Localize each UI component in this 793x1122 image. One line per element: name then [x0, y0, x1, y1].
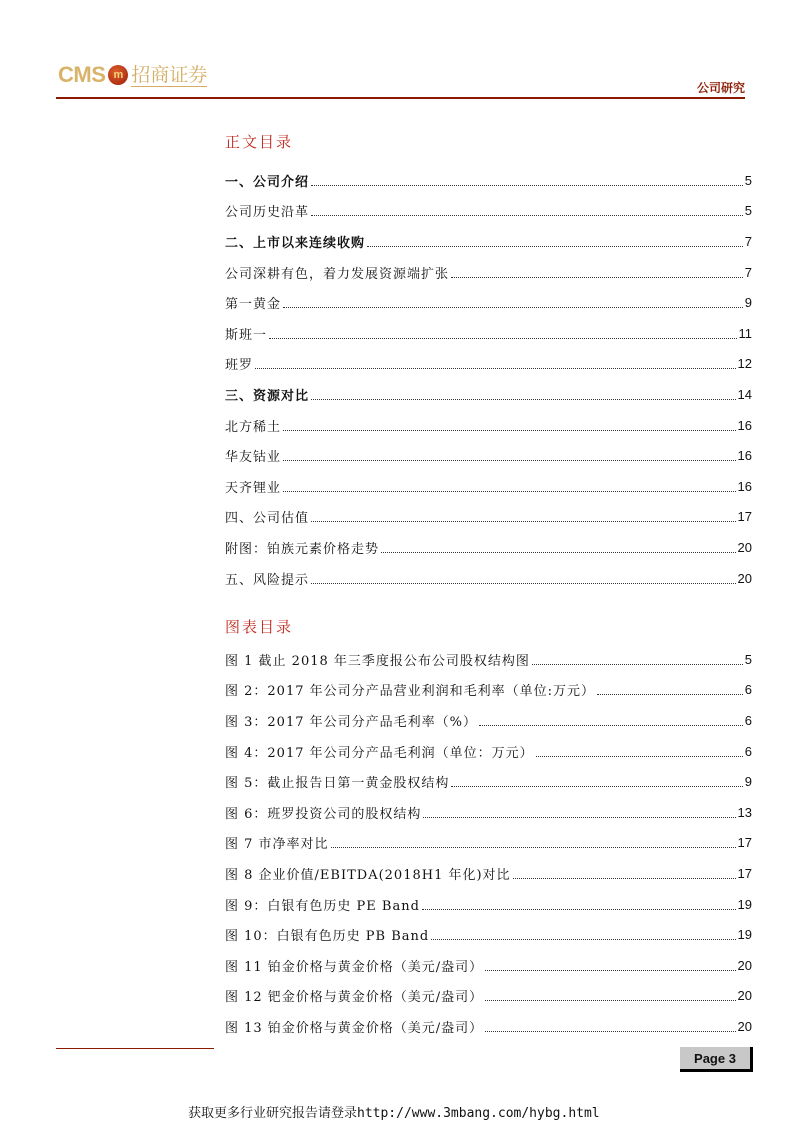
- toc-entry[interactable]: [225, 502, 752, 533]
- entry-label: 三、资源对比: [225, 388, 310, 404]
- entry-page: 16: [737, 417, 752, 433]
- entry-label: 图 13 铂金价格与黄金价格（美元/盎司）: [225, 1020, 484, 1036]
- figure-entry[interactable]: [225, 858, 752, 889]
- entry-page: 7: [744, 264, 752, 280]
- entry-page: 12: [737, 356, 752, 372]
- toc-entry[interactable]: [225, 257, 752, 288]
- entry-label: 图 5：截止报告日第一黄金股权结构: [225, 776, 450, 792]
- entry-page: 5: [744, 651, 752, 667]
- logo-cn: 招商证券: [131, 63, 208, 86]
- logo-text: CMS: [58, 62, 106, 87]
- entry-label: 图 12 钯金价格与黄金价格（美元/盎司）: [225, 990, 484, 1006]
- toc-entry[interactable]: [225, 379, 752, 410]
- entry-label: 图 7 市净率对比: [225, 837, 329, 853]
- entry-page: 11: [738, 325, 752, 341]
- entry-label: 公司历史沿革: [225, 205, 310, 221]
- dot-leader: [451, 277, 743, 278]
- figure-entry[interactable]: [225, 766, 752, 797]
- toc-list: [225, 165, 752, 593]
- dot-leader: [283, 430, 736, 431]
- entry-page: 5: [744, 203, 752, 219]
- toc-entry[interactable]: [225, 226, 752, 257]
- entry-page: 19: [737, 927, 752, 943]
- entry-page: 14: [737, 386, 752, 402]
- dot-leader: [311, 399, 736, 400]
- header-divider: [56, 97, 745, 99]
- entry-label: 附图：铂族元素价格走势: [225, 541, 380, 557]
- figure-entry[interactable]: [225, 889, 752, 920]
- entry-page: 5: [744, 172, 752, 188]
- dot-leader: [311, 185, 743, 186]
- dot-leader: [331, 847, 736, 848]
- dot-leader: [381, 552, 736, 553]
- figures-list: [225, 644, 752, 1042]
- dot-leader: [485, 1000, 735, 1001]
- entry-label: 图 1 截止 2018 年三季度报公布公司股权结构图: [225, 653, 530, 669]
- entry-label: 图 4：2017 年公司分产品毛利润（单位：万元）: [225, 745, 534, 761]
- toc-entry[interactable]: [225, 196, 752, 227]
- entry-page: 20: [737, 1018, 752, 1034]
- entry-page: 20: [737, 957, 752, 973]
- dot-leader: [255, 368, 736, 369]
- dot-leader: [513, 878, 736, 879]
- dot-leader: [311, 521, 736, 522]
- figure-entry[interactable]: [225, 644, 752, 675]
- toc-title: 正文目录: [225, 133, 294, 151]
- entry-page: 6: [744, 743, 752, 759]
- toc-entry[interactable]: [225, 440, 752, 471]
- entry-label: 五、风险提示: [225, 572, 310, 588]
- figure-entry[interactable]: [225, 1011, 752, 1042]
- dot-leader: [283, 460, 736, 461]
- dot-leader: [597, 694, 743, 695]
- dot-leader: [422, 909, 736, 910]
- entry-label: 图 8 企业价值/EBITDA(2018H1 年化)对比: [225, 867, 511, 883]
- company-logo: [58, 62, 207, 88]
- toc-entry[interactable]: [225, 410, 752, 441]
- entry-page: 9: [744, 774, 752, 790]
- entry-label: 天齐锂业: [225, 480, 282, 496]
- dot-leader: [311, 583, 736, 584]
- figure-entry[interactable]: [225, 950, 752, 981]
- figure-entry[interactable]: [225, 981, 752, 1012]
- entry-label: 图 10：白银有色历史 PB Band: [225, 929, 430, 945]
- dot-leader: [283, 307, 743, 308]
- entry-label: 四、公司估值: [225, 511, 310, 527]
- dot-leader: [283, 491, 736, 492]
- entry-page: 20: [737, 570, 752, 586]
- entry-page: 17: [737, 509, 752, 525]
- figure-entry[interactable]: [225, 675, 752, 706]
- page-number: Page 3: [680, 1047, 753, 1072]
- entry-page: 16: [737, 478, 752, 494]
- dot-leader: [431, 939, 735, 940]
- entry-page: 7: [744, 233, 752, 249]
- entry-label: 图 9：白银有色历史 PE Band: [225, 898, 420, 914]
- entry-page: 17: [737, 865, 752, 881]
- figure-entry[interactable]: [225, 919, 752, 950]
- entry-label: 班罗: [225, 358, 254, 374]
- dot-leader: [423, 817, 735, 818]
- dot-leader: [485, 1031, 735, 1032]
- entry-label: 华友钴业: [225, 450, 282, 466]
- promo-link[interactable]: 获取更多行业研究报告请登录http://www.3mbang.com/hybg.html: [188, 1106, 600, 1121]
- entry-label: 北方稀土: [225, 419, 282, 435]
- toc-entry[interactable]: [225, 287, 752, 318]
- entry-label: 图 11 铂金价格与黄金价格（美元/盎司）: [225, 959, 484, 975]
- entry-label: 一、公司介绍: [225, 174, 310, 190]
- entry-page: 19: [737, 896, 752, 912]
- figure-entry[interactable]: [225, 828, 752, 859]
- dot-leader: [532, 664, 743, 665]
- entry-label: 图 2：2017 年公司分产品营业利润和毛利率（单位:万元）: [225, 684, 595, 700]
- report-type: 公司研究: [696, 81, 745, 95]
- toc-entry[interactable]: [225, 471, 752, 502]
- entry-label: 图 3：2017 年公司分产品毛利率（%）: [225, 714, 477, 730]
- figure-entry[interactable]: [225, 705, 752, 736]
- figure-entry[interactable]: [225, 736, 752, 767]
- dot-leader: [367, 246, 743, 247]
- toc-entry[interactable]: [225, 532, 752, 563]
- entry-page: 6: [744, 712, 752, 728]
- entry-label: 二、上市以来连续收购: [225, 235, 366, 251]
- dot-leader: [485, 970, 735, 971]
- dot-leader: [536, 756, 743, 757]
- toc-entry[interactable]: [225, 349, 752, 380]
- entry-page: 9: [744, 295, 752, 311]
- toc-entry[interactable]: [225, 165, 752, 196]
- entry-page: 20: [737, 539, 752, 555]
- figures-title: 图表目录: [225, 618, 294, 636]
- logo-badge-icon: m: [108, 65, 128, 85]
- dot-leader: [451, 786, 742, 787]
- dot-leader: [311, 215, 743, 216]
- entry-page: 6: [744, 682, 752, 698]
- dot-leader: [269, 338, 736, 339]
- entry-label: 图 6：班罗投资公司的股权结构: [225, 806, 422, 822]
- entry-page: 20: [737, 988, 752, 1004]
- entry-page: 16: [737, 448, 752, 464]
- toc-entry[interactable]: [225, 318, 752, 349]
- entry-label: 公司深耕有色，着力发展资源端扩张: [225, 266, 450, 282]
- footnote-divider: [56, 1048, 214, 1049]
- toc-entry[interactable]: [225, 563, 752, 594]
- entry-page: 17: [737, 835, 752, 851]
- entry-label: 第一黄金: [225, 297, 282, 313]
- figure-entry[interactable]: [225, 797, 752, 828]
- dot-leader: [479, 725, 743, 726]
- entry-label: 斯班一: [225, 327, 268, 343]
- entry-page: 13: [737, 804, 752, 820]
